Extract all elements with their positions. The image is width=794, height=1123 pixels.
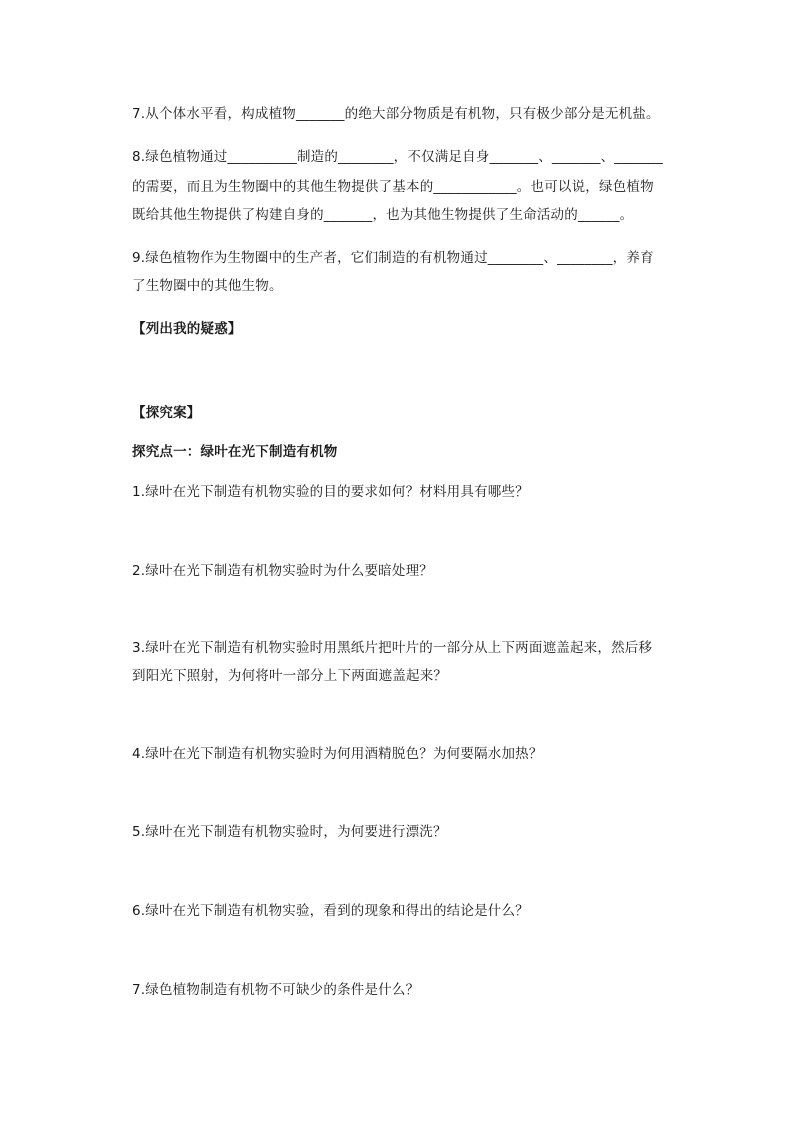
fill-in-question-7: 7.从个体水平看，构成植物_______的绝大部分物质是有机物，只有极少部分是无机盐。: [132, 106, 660, 122]
explore-question-7: 7.绿色植物制造有机物不可缺少的条件是什么？: [132, 982, 420, 998]
explore-question-1: 1.绿叶在光下制造有机物实验的目的要求如何？材料用具有哪些？: [132, 484, 529, 500]
fill-in-question-8-line-3: 既给其他生物提供了构建自身的_______，也为其他生物提供了生命活动的______。: [132, 207, 634, 223]
fill-in-question-8-line-2: 的需要，而且为生物圈中的其他生物提供了基本的____________。也可以说，绿色植物: [132, 179, 654, 195]
fill-in-question-9-line-2: 了生物圈中的其他生物。: [132, 278, 283, 294]
explore-question-5: 5.绿叶在光下制造有机物实验时，为何要进行漂洗？: [132, 824, 447, 840]
explore-question-3-line-1: 3.绿叶在光下制造有机物实验时用黑纸片把叶片的一部分从上下两面遮盖起来，然后移: [132, 640, 653, 656]
fill-in-question-8-line-1: 8.绿色植物通过__________制造的________，不仅满足自身_______、_______、_______: [132, 149, 663, 165]
explore-heading: 【探究案】: [132, 405, 201, 421]
explore-question-2: 2.绿叶在光下制造有机物实验时为什么要暗处理？: [132, 563, 433, 579]
explore-question-6: 6.绿叶在光下制造有机物实验，看到的现象和得出的结论是什么？: [132, 903, 529, 919]
doubts-heading: 【列出我的疑惑】: [132, 321, 242, 337]
explore-question-4: 4.绿叶在光下制造有机物实验时为何用酒精脱色？为何要隔水加热？: [132, 746, 543, 762]
explore-subheading: 探究点一：绿叶在光下制造有机物: [132, 444, 338, 460]
explore-question-3-line-2: 到阳光下照射，为何将叶一部分上下两面遮盖起来？: [132, 668, 448, 684]
fill-in-question-9-line-1: 9.绿色植物作为生物圈中的生产者，它们制造的有机物通过________、________，养育: [132, 250, 654, 266]
